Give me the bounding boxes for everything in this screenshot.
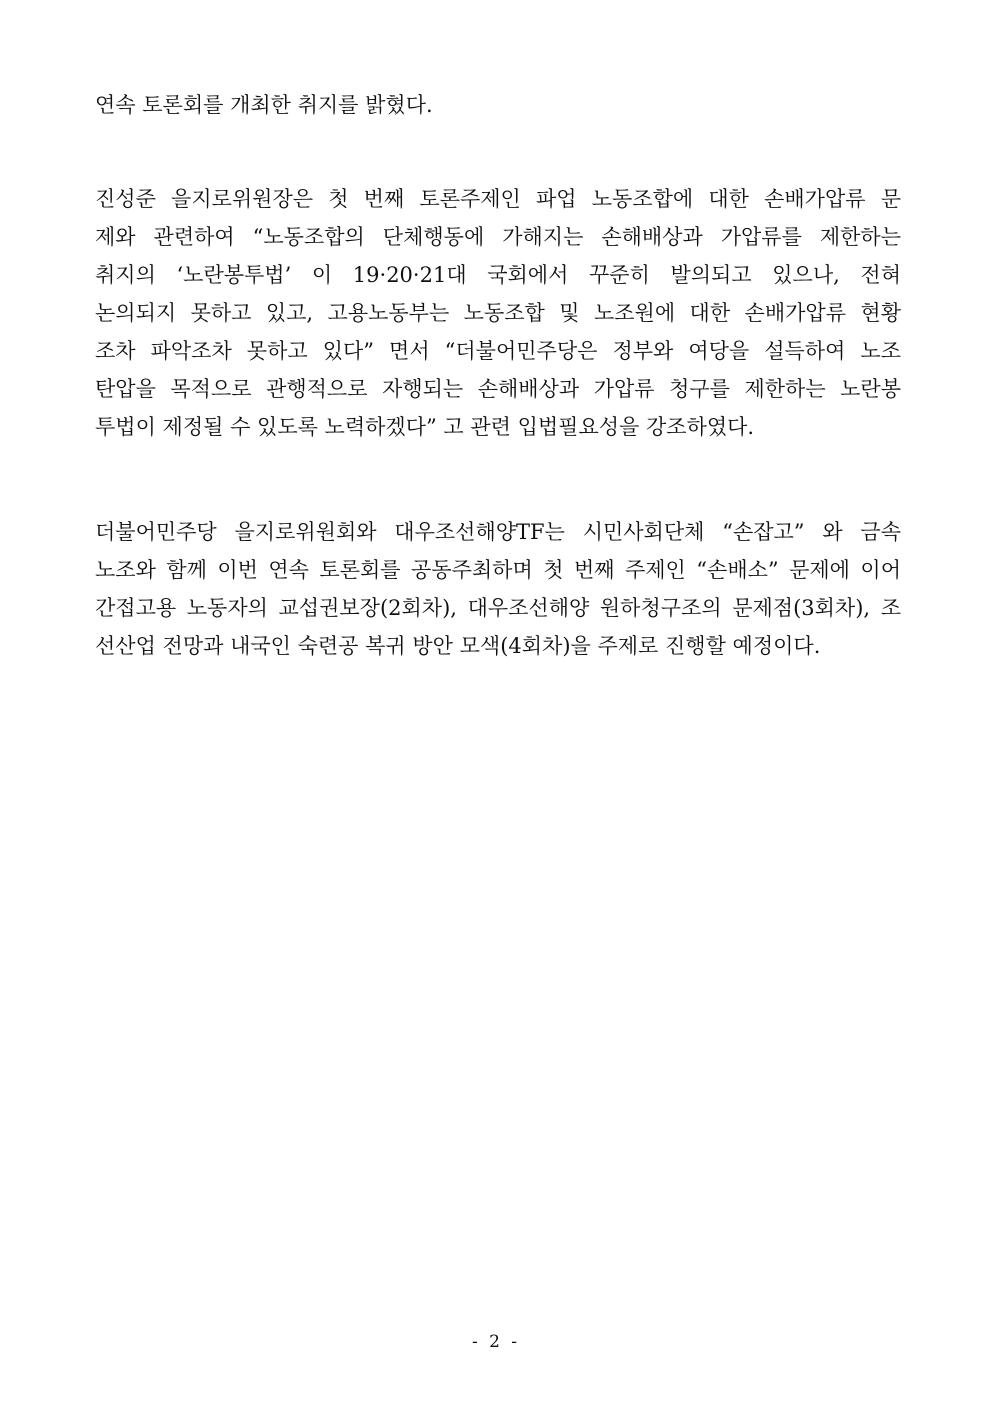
page-number: - 2 - <box>471 1332 521 1352</box>
text-line: 취지의 ‘노란봉투법’ 이 19·20·21대 국회에서 꾸준히 발의되고 있으나, 전혀 <box>95 263 901 287</box>
text-line: 논의되지 못하고 있고, 고용노동부는 노동조합 및 노조원에 대한 손배가압류 현황 <box>95 301 901 325</box>
text-line: 더불어민주당 을지로위원회와 대우조선해양TF는 시민사회단체 “손잡고” 와 금속 <box>95 520 901 544</box>
text-line: 제와 관련하여 “노동조합의 단체행동에 가해지는 손해배상과 가압류를 제한하는 <box>95 225 901 249</box>
paragraph-chairman-statement <box>95 180 901 446</box>
text-line: 간접고용 노동자의 교섭권보장(2회차), 대우조선해양 원하청구조의 문제점(3회차), 조 <box>95 596 901 620</box>
paragraph-forum-schedule <box>95 513 901 665</box>
text-line: 노조와 함께 이번 연속 토론회를 공동주최하며 첫 번째 주제인 “손배소” 문제에 이어 <box>95 558 901 582</box>
text-line: 연속 토론회를 개최한 취지를 밝혔다. <box>95 93 433 117</box>
text-line: 탄압을 목적으로 관행적으로 자행되는 손해배상과 가압류 청구를 제한하는 노란봉 <box>95 377 901 401</box>
paragraph-intro-continuation <box>95 86 901 124</box>
text-line: 진성준 을지로위원장은 첫 번째 토론주제인 파업 노동조합에 대한 손배가압류 문 <box>95 187 901 211</box>
text-line: 선산업 전망과 내국인 숙련공 복귀 방안 모색(4회차)을 주제로 진행할 예정이다. <box>95 634 821 658</box>
text-line: 조차 파악조차 못하고 있다” 면서 “더불어민주당은 정부와 여당을 설득하여 노조 <box>95 339 901 363</box>
text-line: 투법이 제정될 수 있도록 노력하겠다” 고 관련 입법필요성을 강조하였다. <box>95 415 755 439</box>
